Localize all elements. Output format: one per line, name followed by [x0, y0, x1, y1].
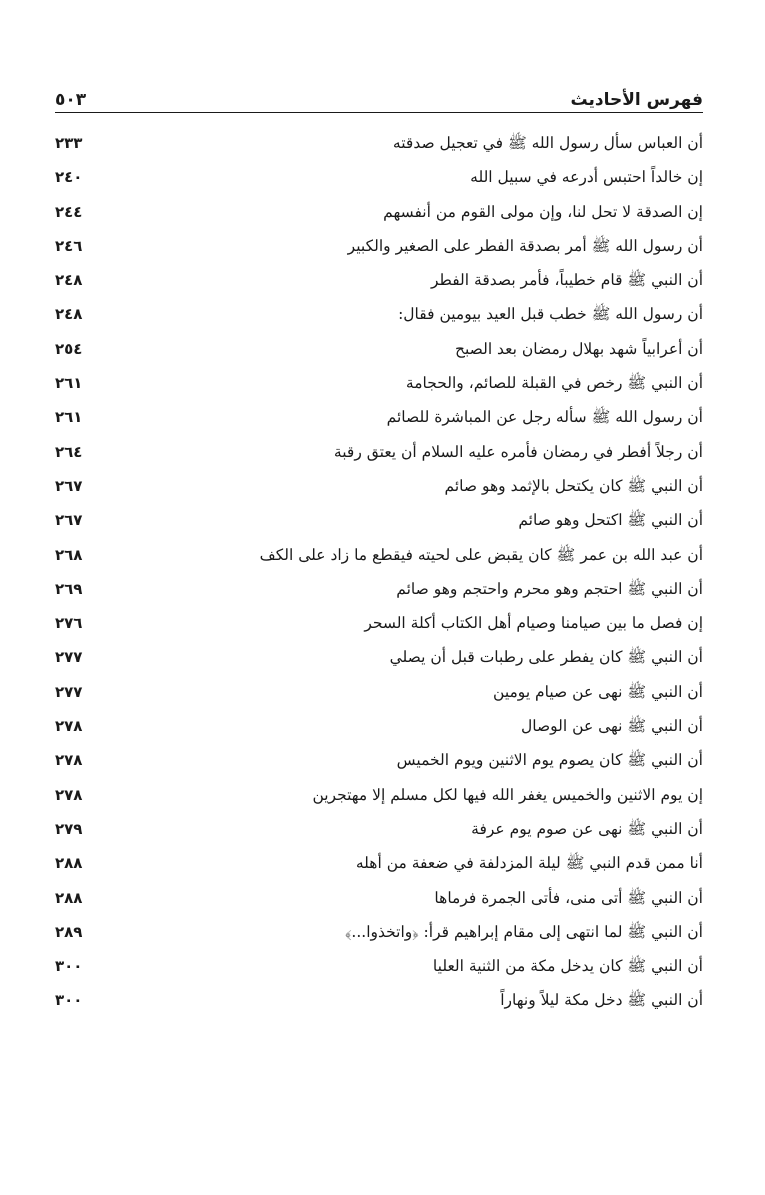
hadith-text: إن خالداً احتبس أدرعه في سبيل الله — [470, 168, 703, 187]
index-entry — [55, 846, 703, 880]
hadith-text: أن أعرابياً شهد بهلال رمضان بعد الصبح — [454, 339, 703, 358]
page-reference: ٢٦٤ — [55, 442, 83, 461]
hadith-text: أن النبي ﷺ قام خطيباً، فأمر بصدقة الفطر — [430, 271, 703, 290]
hadith-text: أن رجلاً أفطر في رمضان فأمره عليه السلام أن يعتق رقبة — [333, 442, 703, 461]
index-entry — [55, 881, 703, 915]
hadith-text: أن عبد الله بن عمر ﷺ كان يقبض على لحيته فيقطع ما زاد على الكف — [259, 545, 703, 564]
hadith-text: أن العباس سأل رسول الله ﷺ في تعجيل صدقته — [392, 134, 703, 152]
index-entry — [55, 160, 703, 194]
index-entry — [55, 983, 703, 1017]
hadith-text: أن النبي ﷺ كان يدخل مكة من الثنية العليا — [432, 957, 703, 976]
index-entry — [55, 538, 703, 572]
running-header — [55, 86, 703, 113]
page-reference: ٢٤٦ — [55, 236, 83, 255]
hadith-text: أن النبي ﷺ كان يفطر على رطبات قبل أن يصلي — [389, 648, 703, 667]
index-entry — [55, 503, 703, 537]
page-reference: ٢٤٠ — [55, 168, 83, 187]
hadith-text: أن رسول الله ﷺ خطب قبل العيد بيومين فقال: — [398, 305, 703, 324]
page-reference: ٢٤٤ — [55, 202, 83, 221]
page-reference: ٢٦٧ — [55, 476, 83, 495]
hadith-text: أن النبي ﷺ كان يصوم يوم الاثنين ويوم الخميس — [396, 751, 703, 770]
page-reference: ٢٧٧ — [55, 682, 83, 701]
page-reference: ٢٨٩ — [55, 922, 83, 941]
page-reference: ٢٦٩ — [55, 579, 83, 598]
hadith-text: أنا ممن قدم النبي ﷺ ليلة المزدلفة في ضعفة من أهله — [355, 854, 703, 873]
hadith-text: إن الصدقة لا تحل لنا، وإن مولى القوم من أنفسهم — [383, 202, 703, 221]
page-reference: ٢٧٦ — [55, 614, 83, 633]
page-reference: ٢٧٩ — [55, 819, 83, 838]
index-entry — [55, 332, 703, 366]
index-entry — [55, 195, 703, 229]
index-entry — [55, 126, 703, 160]
hadith-text: أن النبي ﷺ دخل مكة ليلاً ونهاراً — [500, 991, 703, 1010]
page-reference: ٢٧٨ — [55, 751, 83, 770]
hadith-text: أن النبي ﷺ نهى عن صيام يومين — [493, 682, 703, 701]
hadith-text: أن النبي ﷺ رخص في القبلة للصائم، والحجامة — [405, 374, 703, 393]
hadith-text: إن فصل ما بين صيامنا وصيام أهل الكتاب أكلة السحر — [364, 614, 703, 633]
index-entry — [55, 812, 703, 846]
index-entry — [55, 606, 703, 640]
index-entry — [55, 949, 703, 983]
page-reference: ٢٦٧ — [55, 511, 83, 530]
index-entry — [55, 675, 703, 709]
index-entry — [55, 915, 703, 949]
index-entry — [55, 743, 703, 777]
index-entry — [55, 366, 703, 400]
hadith-text: أن النبي ﷺ لما انتهى إلى مقام إبراهيم قرأ: ﴿واتخذوا...﴾ — [345, 922, 703, 941]
hadith-text: أن النبي ﷺ نهى عن الوصال — [521, 717, 703, 736]
hadith-text: أن رسول الله ﷺ أمر بصدقة الفطر على الصغير والكبير — [347, 236, 703, 255]
page-reference: ٢٤٨ — [55, 305, 83, 324]
index-entry — [55, 400, 703, 434]
index-entry — [55, 709, 703, 743]
index-entry — [55, 778, 703, 812]
index-entry — [55, 263, 703, 297]
hadith-index-list — [55, 126, 703, 1018]
page-reference: ٢٨٨ — [55, 854, 83, 873]
index-entry — [55, 469, 703, 503]
index-entry — [55, 297, 703, 331]
index-entry — [55, 435, 703, 469]
page-reference: ٢٧٨ — [55, 717, 83, 736]
page-reference: ٢٦٨ — [55, 545, 83, 564]
hadith-text: أن النبي ﷺ اكتحل وهو صائم — [518, 511, 703, 530]
page-reference: ٢٦١ — [55, 408, 83, 427]
hadith-text: أن النبي ﷺ احتجم وهو محرم واحتجم وهو صائم — [396, 579, 703, 598]
page-reference: ٢٤٨ — [55, 271, 83, 290]
page-reference: ٢٨٨ — [55, 888, 83, 907]
page-reference: ٢٧٧ — [55, 648, 83, 667]
index-entry — [55, 640, 703, 674]
hadith-text: أن رسول الله ﷺ سأله رجل عن المباشرة للصائم — [386, 408, 703, 427]
page-reference: ٢٦١ — [55, 374, 83, 393]
page-reference: ٢٥٤ — [55, 339, 83, 358]
page-reference: ٢٣٣ — [55, 134, 83, 152]
index-page — [55, 86, 703, 1018]
index-entry — [55, 572, 703, 606]
page-reference: ٣٠٠ — [55, 957, 83, 976]
hadith-text: أن النبي ﷺ أتى منى، فأتى الجمرة فرماها — [434, 888, 703, 907]
hadith-text: أن النبي ﷺ كان يكتحل بالإثمد وهو صائم — [444, 476, 703, 495]
index-entry — [55, 229, 703, 263]
page-reference: ٣٠٠ — [55, 991, 83, 1010]
hadith-text: إن يوم الاثنين والخميس يغفر الله فيها لكل مسلم إلا مهتجرين — [312, 785, 703, 804]
hadith-text: أن النبي ﷺ نهى عن صوم يوم عرفة — [471, 819, 703, 838]
page-number: ٥٠٣ — [55, 90, 92, 112]
page-title: فهرس الأحاديث — [564, 90, 703, 112]
page-reference: ٢٧٨ — [55, 785, 83, 804]
